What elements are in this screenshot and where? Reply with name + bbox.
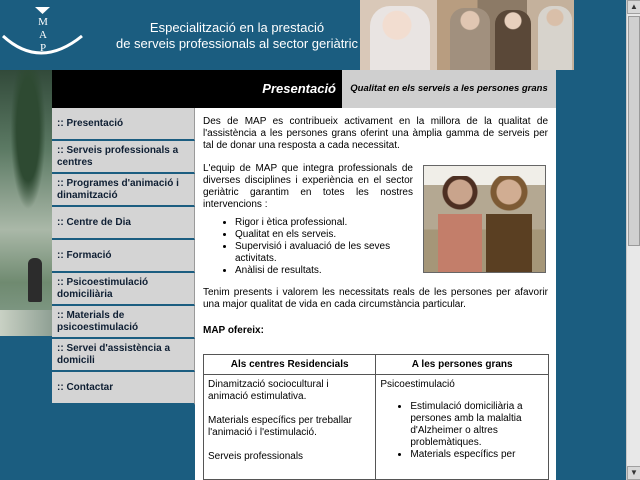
- main-content: [195, 108, 556, 480]
- nav-item-assistencia-domicili[interactable]: [52, 339, 195, 372]
- nav-item-contactar[interactable]: [52, 372, 195, 405]
- site-tagline: [112, 20, 362, 52]
- list-item: • Materials específics per: [410, 449, 544, 461]
- nav-item-formacio[interactable]: [52, 240, 195, 273]
- tagline-line-2: de serveis professionals al sector geriàtric: [115, 36, 359, 51]
- table-cell-residencials: [204, 375, 376, 480]
- list-item: • Rigor i ètica professional.: [235, 217, 425, 229]
- nav-item-presentacio[interactable]: [52, 108, 195, 141]
- table-cell-list: [410, 401, 544, 461]
- page-title-bar: [52, 70, 342, 108]
- photo-walking-person: [28, 258, 42, 302]
- vertical-scrollbar[interactable]: [626, 0, 640, 480]
- nav-item-label: :: Psicoestimulació domiciliària: [57, 277, 188, 301]
- header-photo: [360, 0, 574, 70]
- table-cell-text: Materials específics per treballar l'animació i l'estimulació.: [208, 415, 352, 438]
- nav-item-programes-animacio[interactable]: [52, 174, 195, 207]
- scroll-thumb[interactable]: [628, 16, 640, 246]
- sidebar-nav: [52, 108, 195, 405]
- scroll-down-icon[interactable]: ▼: [627, 466, 640, 480]
- nav-item-label: :: Formació: [57, 250, 111, 262]
- table-cell-persones-grans: [376, 375, 549, 480]
- nav-item-centre-de-dia[interactable]: [52, 207, 195, 240]
- offer-heading: MAP ofereix:: [203, 325, 264, 336]
- page-subtitle: Qualitat en els serveis a les persones grans: [350, 83, 548, 94]
- nav-item-psicoestimulacio[interactable]: [52, 273, 195, 306]
- team-paragraph: L'equip de MAP que integra professionals de diverses disciplines i experiència en el sector geriàtric garantim en totes les nostres intervencions :: [203, 163, 413, 210]
- team-photo: [423, 165, 546, 273]
- nav-item-serveis-professionals[interactable]: [52, 141, 195, 174]
- photo-person: [538, 6, 572, 70]
- page-subtitle-box: [342, 70, 556, 108]
- team-section: [203, 163, 548, 285]
- table-cell-text: Psicoestimulació: [380, 379, 455, 390]
- nav-item-label: :: Centre de Dia: [57, 217, 131, 229]
- list-item: • Estimulació domiciliària a persones amb la malaltia d'Alzheimer o altres problemàtiques.: [410, 401, 544, 449]
- offer-table: [203, 354, 549, 480]
- nav-item-materials[interactable]: [52, 306, 195, 339]
- map-logo[interactable]: [0, 0, 90, 70]
- intro-paragraph: Des de MAP es contribueix activament en la millora de la qualitat de l'assistència a les persones grans oferint una àmplia gamma de serveis per tal de donar una resposta a cada necessitat.: [203, 116, 548, 151]
- site-header: [0, 0, 626, 70]
- scroll-up-icon[interactable]: ▲: [627, 0, 640, 14]
- list-item: • Anàlisi de resultats.: [235, 265, 425, 277]
- photo-person: [370, 6, 430, 70]
- tagline-line-1: Especialització en la prestació: [149, 20, 325, 35]
- photo-person: [438, 176, 482, 273]
- table-header-residencials: Als centres Residencials: [204, 355, 376, 375]
- table-cell-text: Serveis professionals: [208, 451, 304, 462]
- list-item: • Supervisió i avaluació de les seves activitats.: [235, 241, 425, 265]
- photo-person: [450, 8, 490, 70]
- nav-item-label: :: Programes d'animació i dinamització: [57, 178, 188, 202]
- quality-list: [235, 217, 425, 277]
- photo-path: [0, 310, 52, 336]
- logo-letters: MAP: [37, 16, 49, 55]
- table-header-persones-grans: A les persones grans: [376, 355, 549, 375]
- photo-person: [486, 176, 532, 273]
- photo-tree: [8, 70, 48, 220]
- nav-item-label: :: Serveis professionals a centres: [57, 145, 188, 169]
- nav-item-label: :: Contactar: [57, 382, 113, 394]
- needs-paragraph: Tenim presents i valorem les necessitats reals de les persones per afavorir una major qualitat de vida en cada circumstància particular.: [203, 287, 548, 310]
- list-item: • Qualitat en els serveis.: [235, 229, 425, 241]
- table-cell-text: Dinamització sociocultural i animació estimulativa.: [208, 379, 329, 402]
- nav-item-label: :: Presentació: [57, 118, 123, 130]
- photo-person: [495, 10, 531, 70]
- side-photo: [0, 70, 52, 336]
- page-title: Presentació: [262, 81, 336, 96]
- nav-item-label: :: Servei d'assistència a domicili: [57, 343, 188, 367]
- nav-item-label: :: Materials de psicoestimulació: [57, 310, 188, 334]
